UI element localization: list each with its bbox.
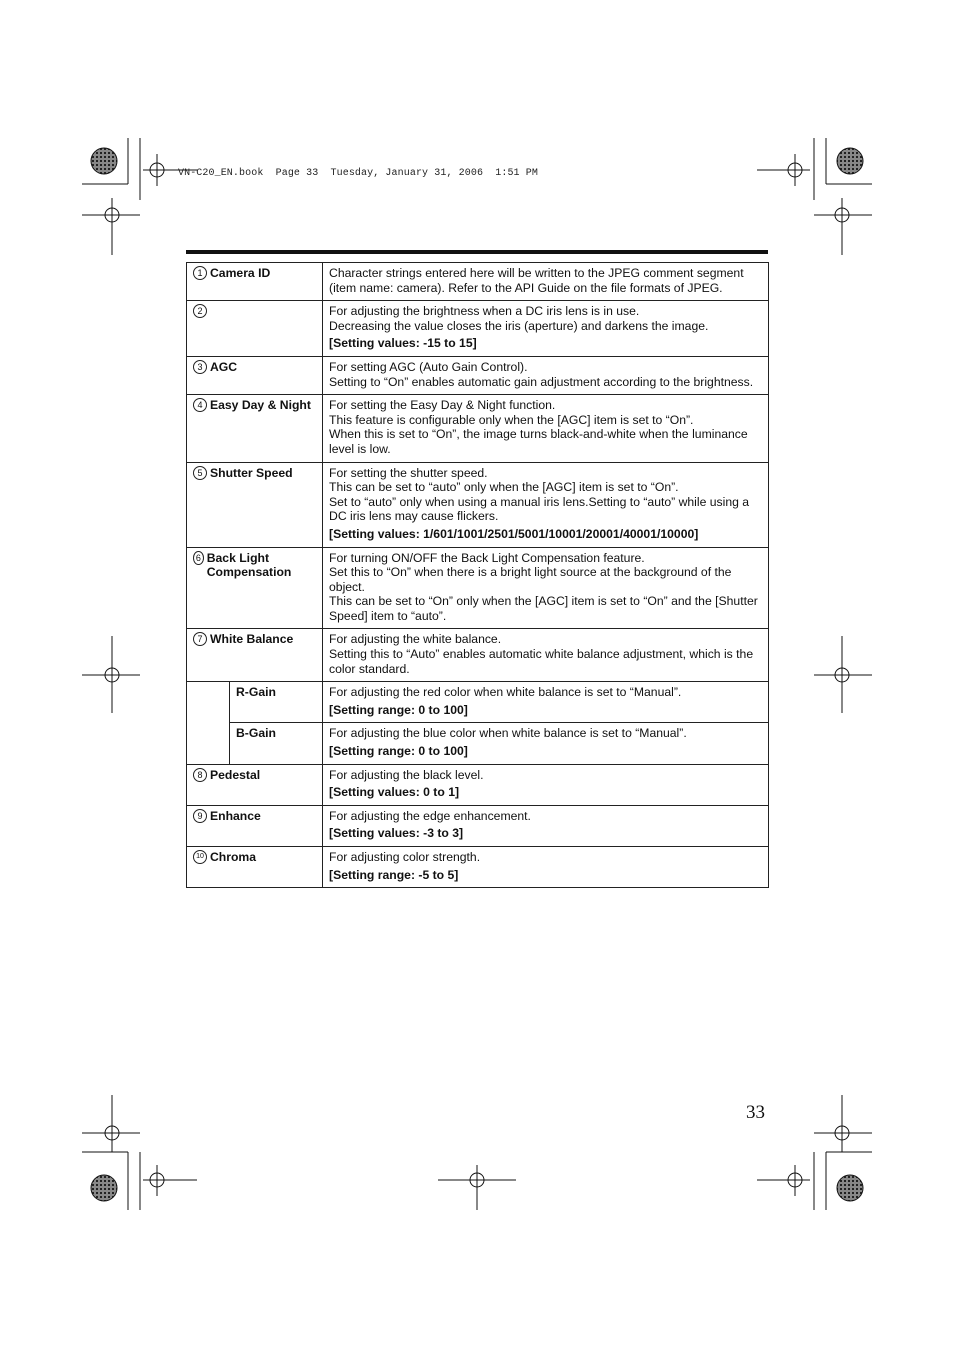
item-description bbox=[323, 263, 769, 301]
description-line: This can be set to “On” only when the [AGC] item is set to “On” and the [Shutter Speed] item to “auto”. bbox=[329, 594, 758, 623]
item-label-cell bbox=[187, 263, 323, 301]
description-line: For adjusting color strength. bbox=[329, 850, 481, 864]
description-line: Set to “auto” only when using a manual iris lens.Setting to “auto” while using a DC iris lens may cause flickers. bbox=[329, 494, 750, 524]
table-row bbox=[187, 805, 769, 846]
description-line: For setting the Easy Day & Night function. bbox=[329, 398, 556, 413]
description-line: This feature is configurable only when the [AGC] item is set to “On”. bbox=[329, 412, 694, 427]
sub-item-label: B-Gain bbox=[230, 723, 323, 764]
table-row bbox=[187, 356, 769, 394]
item-description bbox=[323, 682, 769, 723]
item-label: Shutter Speed bbox=[210, 465, 293, 480]
setting-range: [Setting range: -5 to 5] bbox=[329, 867, 459, 882]
description-line: For setting the shutter speed. bbox=[329, 465, 488, 480]
description-line: For turning ON/OFF the Back Light Compensation feature. bbox=[329, 550, 645, 565]
item-description bbox=[323, 547, 769, 629]
item-label-cell bbox=[187, 395, 323, 462]
item-description bbox=[323, 395, 769, 462]
item-label: Back Light Compensation bbox=[206, 550, 292, 580]
description-line: Decreasing the value closes the iris (aperture) and darkens the image. bbox=[329, 318, 709, 333]
description-line: This can be set to “auto” only when the [AGC] item is set to “On”. bbox=[329, 480, 679, 495]
item-label: AGC bbox=[210, 359, 238, 374]
description-line: Set this to “On” when there is a bright light source at the background of the object. bbox=[329, 565, 732, 594]
table-row bbox=[187, 301, 769, 357]
item-label-cell bbox=[187, 547, 323, 629]
item-description bbox=[323, 629, 769, 682]
description-line: For setting AGC (Auto Gain Control). bbox=[329, 359, 528, 374]
indent-cell bbox=[187, 723, 230, 764]
item-label-cell bbox=[187, 462, 323, 547]
description-line: Setting to “On” enables automatic gain adjustment according to the brightness. bbox=[329, 374, 754, 389]
description-line: Character strings entered here will be written to the JPEG comment segment (item name: camera). Refer to the API Guide on the file formats of JPEG. bbox=[329, 266, 744, 295]
item-description bbox=[323, 723, 769, 764]
circled-number-badge: 4 bbox=[193, 398, 207, 412]
sub-item-label: R-Gain bbox=[230, 682, 323, 723]
item-description bbox=[323, 356, 769, 394]
description-line: For adjusting the brightness when a DC iris lens is in use. bbox=[329, 304, 640, 319]
item-label-cell bbox=[187, 764, 323, 805]
indent-cell bbox=[187, 682, 230, 723]
table-row bbox=[187, 263, 769, 301]
setting-range: [Setting range: 0 to 100] bbox=[329, 744, 468, 759]
item-label-cell bbox=[187, 356, 323, 394]
item-description bbox=[323, 462, 769, 547]
table-row bbox=[187, 764, 769, 805]
circled-number-badge: 3 bbox=[193, 360, 207, 374]
description-line: Setting this to “Auto” enables automatic white balance adjustment, which is the color standard. bbox=[329, 647, 754, 676]
description-line: For adjusting the black level. bbox=[329, 767, 484, 782]
registration-target-icon bbox=[837, 148, 863, 174]
item-label: Chroma bbox=[210, 850, 257, 864]
description-line: For adjusting the edge enhancement. bbox=[329, 808, 531, 823]
registration-target-icon bbox=[91, 1175, 117, 1201]
item-label-cell bbox=[187, 805, 323, 846]
item-description bbox=[323, 805, 769, 846]
item-label-cell bbox=[187, 629, 323, 682]
registration-target-icon bbox=[837, 1175, 863, 1201]
circled-number-badge: 5 bbox=[193, 466, 207, 480]
setting-range: [Setting range: 0 to 100] bbox=[329, 702, 468, 717]
settings-table bbox=[186, 262, 769, 888]
setting-range: [Setting values: 1/601/1001/2501/5001/10001/20001/40001/10000] bbox=[329, 526, 699, 541]
item-description bbox=[323, 847, 769, 888]
book-header-info: VN-C20_EN.book Page 33 Tuesday, January 31, 2006 1:51 PM bbox=[178, 168, 538, 179]
description-line: When this is set to “On”, the image turns black-and-white when the luminance level is low. bbox=[329, 427, 748, 456]
table-row bbox=[187, 847, 769, 888]
setting-range: [Setting values: -3 to 3] bbox=[329, 826, 464, 841]
table-row bbox=[187, 629, 769, 682]
circled-number-badge: 2 bbox=[193, 304, 207, 318]
settings-table-body bbox=[187, 263, 769, 888]
circled-number-badge: 1 bbox=[193, 266, 207, 280]
circled-number-badge: 9 bbox=[193, 809, 207, 823]
item-label: Camera ID bbox=[210, 266, 271, 280]
circled-number-badge: 7 bbox=[193, 632, 207, 646]
top-rule bbox=[186, 250, 768, 254]
circled-number-badge: 6 bbox=[193, 551, 204, 565]
description-line: For adjusting the blue color when white balance is set to “Manual”. bbox=[329, 726, 687, 741]
circled-number-badge: 10 bbox=[193, 850, 207, 864]
item-label: Pedestal bbox=[210, 767, 261, 782]
circled-number-badge: 8 bbox=[193, 768, 207, 782]
setting-range: [Setting values: -15 to 15] bbox=[329, 336, 477, 351]
item-description bbox=[323, 764, 769, 805]
table-row bbox=[187, 547, 769, 629]
description-line: For adjusting the red color when white balance is set to “Manual”. bbox=[329, 685, 682, 700]
setting-range: [Setting values: 0 to 1] bbox=[329, 785, 460, 800]
table-row bbox=[187, 682, 769, 723]
item-label: Easy Day & Night bbox=[210, 398, 311, 413]
item-label: White Balance bbox=[210, 632, 294, 647]
item-label-cell bbox=[187, 301, 323, 357]
description-line: For adjusting the white balance. bbox=[329, 632, 502, 647]
page-number: 33 bbox=[746, 1102, 765, 1123]
table-row bbox=[187, 395, 769, 462]
item-label: Enhance bbox=[210, 808, 261, 823]
table-row bbox=[187, 462, 769, 547]
item-label-cell bbox=[187, 847, 323, 888]
registration-target-icon bbox=[91, 148, 117, 174]
item-description bbox=[323, 301, 769, 357]
table-row bbox=[187, 723, 769, 764]
